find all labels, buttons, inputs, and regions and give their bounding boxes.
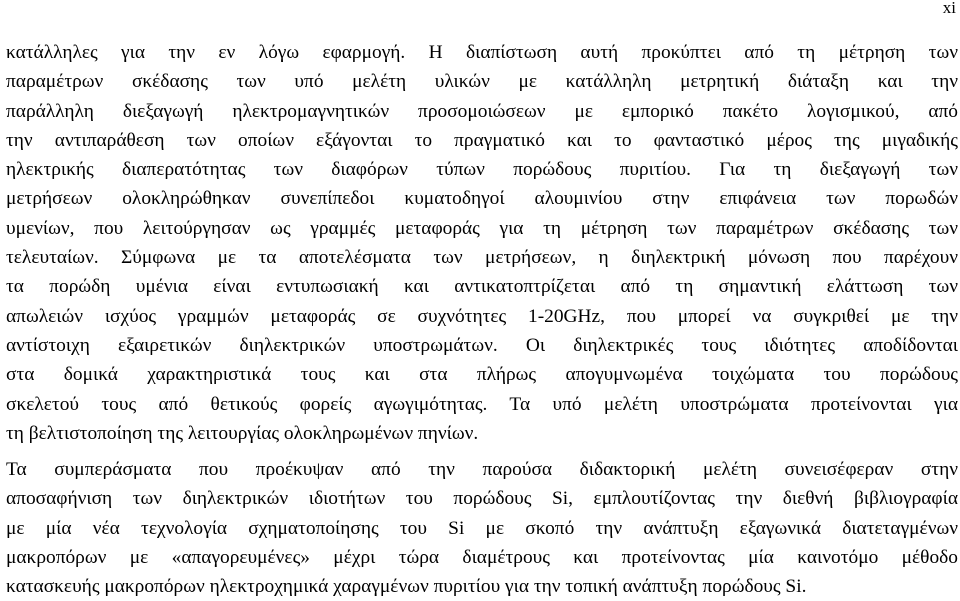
paragraph-line: αποσαφήνιση των διηλεκτρικών ιδιοτήτων του πορώδους Si, εμπλουτίζοντας την διεθνή βιβλιογραφία: [6, 488, 958, 510]
paragraph-line: κατάλληλες για την εν λόγω εφαρμογή. Η διαπίστωση αυτή προκύπτει από τη μέτρηση των: [6, 42, 958, 63]
paragraph-line: σκελετού τους από θετικούς φορείς αγωγιμότητας. Τα υπό μελέτη υποστρώματα προτείνονται για: [6, 393, 958, 415]
paragraph-line: ηλεκτρικής διαπερατότητας των διαφόρων τύπων πορώδους πυριτίου. Για τη διεξαγωγή των: [6, 159, 958, 181]
paragraph-line: αντίστοιχη εξαιρετικών διηλεκτρικών υποστρωμάτων. Οι διηλεκτρικές τους ιδιότητες αποδίδονται: [6, 334, 958, 356]
paragraph-line: την αντιπαράθεση των οποίων εξάγονται το πραγματικό και το φανταστικό μέρος της μιγαδικής: [6, 129, 958, 151]
paragraph-line: με μία νέα τεχνολογία σχηματοποίησης του Si με σκοπό την ανάπτυξη εξαγωνικά διατεταγμένων: [6, 517, 958, 539]
paragraph-line: τελευταίων. Σύμφωνα με τα αποτελέσματα των μετρήσεων, η διηλεκτρική μόνωση που παρέχουν: [6, 247, 958, 269]
paragraph-line: Τα συμπεράσματα που προέκυψαν από την παρούσα διδακτορική μελέτη συνεισέφεραν στην: [6, 459, 958, 480]
paragraph-line: μακροπόρων με «απαγορευμένες» μέχρι τώρα διαμέτρους και προτείνοντας μία καινοτόμο μέθοδο: [6, 546, 958, 568]
paragraph-1: [6, 38, 958, 448]
paragraph-line: μετρήσεων ολοκληρώθηκαν συνεπίπεδοι κυματοδηγοί αλουμινίου στην επιφάνεια των πορωδών: [6, 188, 958, 210]
paragraph-line: στα δομικά χαρακτηριστικά τους και στα πλήρως απογυμνωμένα τοιχώματα του πορώδους: [6, 364, 958, 386]
paragraph-line: απωλειών ισχύος γραμμών μεταφοράς σε συχνότητες 1-20GHz, που μπορεί να συγκριθεί με την: [6, 305, 958, 327]
paragraph-line: υμενίων, που λειτούργησαν ως γραμμές μεταφοράς για τη μέτρηση των παραμέτρων σκέδασης των: [6, 217, 958, 239]
paragraph-line: παραμέτρων σκέδασης των υπό μελέτη υλικών με κατάλληλη μετρητική διάταξη και την: [6, 71, 958, 93]
paragraph-2: [6, 455, 958, 601]
paragraph-line: κατασκευής μακροπόρων ηλεκτροχημικά χαραγμένων πυριτίου για την τοπική ανάπτυξη πορώδους Si.: [6, 576, 807, 598]
page-number: xi: [942, 0, 956, 17]
paragraph-line: τη βελτιστοποίηση της λειτουργίας ολοκληρωμένων πηνίων.: [6, 422, 479, 444]
paragraph-line: παράλληλη διεξαγωγή ηλεκτρομαγνητικών προσομοιώσεων με εμπορικό πακέτο λογισμικού, από: [6, 100, 958, 122]
paragraph-line: τα πορώδη υμένια είναι εντυπωσιακή και αντικατοπτρίζεται από τη σημαντική ελάττωση των: [6, 276, 958, 298]
